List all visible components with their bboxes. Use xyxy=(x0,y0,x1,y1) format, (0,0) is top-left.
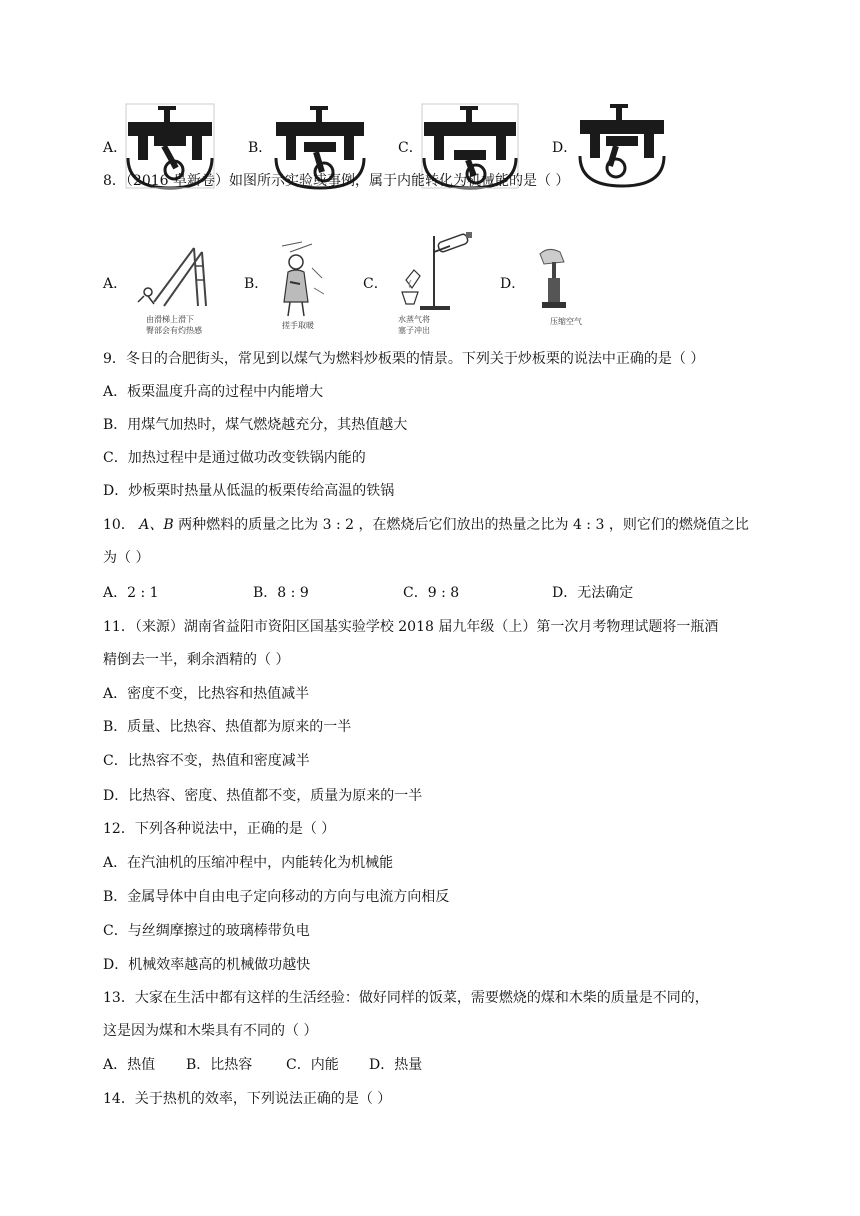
q10-heat-ratio: 4 : 3 xyxy=(572,517,605,533)
q10-text-question: ，则它们的燃烧值之比 xyxy=(608,517,749,533)
q8-option-d-letter: D． xyxy=(500,276,526,292)
q8-stem: 8．（2016 阜新卷）如图所示实验或事例，属于内能转化为机械能的是（ ） xyxy=(103,173,570,189)
q10-text-mass-ratio: 两种燃料的质量之比为 xyxy=(178,517,319,533)
q11-option-c: C．比热容不变，热值和密度减半 xyxy=(103,753,310,769)
q13-option-c: C．内能 xyxy=(286,1057,339,1073)
q10-option-c: C．9 : 8 xyxy=(403,585,460,601)
q9-stem: 9．冬日的合肥街头，常见到以煤气为燃料炒板栗的情景。下列关于炒板栗的说法中正确的是（ ） xyxy=(103,351,705,367)
q13-option-a: A．热值 xyxy=(103,1057,156,1073)
q10-mass-ratio: 3 : 2 xyxy=(322,517,355,533)
q13-option-b: B．比热容 xyxy=(186,1057,253,1073)
q7-engine-diagram-d xyxy=(576,100,668,188)
q8-steam-stopper-illustration xyxy=(380,232,480,336)
q8-option-a-caption-line1: 由滑梯上滑下 xyxy=(146,315,194,324)
q8-option-a-caption-line2: 臀部会有灼热感 xyxy=(146,326,202,335)
q14-stem: 14．关于热机的效率，下列说法正确的是（ ） xyxy=(103,1091,392,1107)
q7-option-b-letter: B． xyxy=(248,140,273,156)
q12-option-d: D．机械效率越高的机械做功越快 xyxy=(103,957,311,973)
q8-option-b-letter: B． xyxy=(244,276,269,292)
q10-stem-line1 xyxy=(103,516,749,534)
q10-option-d: D．无法确定 xyxy=(552,585,634,601)
q11-stem-line1: 11．（来源）湖南省益阳市资阳区国基实验学校 2018 届九年级（上）第一次月考物理试题将一瓶酒 xyxy=(103,619,719,635)
q13-stem-line1: 13．大家在生活中都有这样的生活经验：做好同样的饭菜，需要燃烧的煤和木柴的质量是不同的， xyxy=(103,990,709,1006)
q9-option-c: C．加热过程中是通过做功改变铁锅内能的 xyxy=(103,450,366,466)
q10-option-a: A．2 : 1 xyxy=(103,585,159,601)
q12-stem: 12．下列各种说法中，正确的是（ ） xyxy=(103,821,336,837)
q11-stem-line2: 精倒去一半，剩余酒精的（ ） xyxy=(103,652,290,668)
q12-option-b: B．金属导体中自由电子定向移动的方向与电流方向相反 xyxy=(103,889,450,905)
q9-option-b: B．用煤气加热时，煤气燃烧越充分，其热值越大 xyxy=(103,417,408,433)
q8-option-a-letter: A． xyxy=(103,276,128,292)
q8-option-c-letter: C． xyxy=(363,276,388,292)
q8-compressed-air-illustration xyxy=(530,244,600,328)
q11-option-b: B．质量、比热容、热值都为原来的一半 xyxy=(103,719,352,735)
q12-option-c: C．与丝绸摩擦过的玻璃棒带负电 xyxy=(103,923,310,939)
q8-slide-illustration xyxy=(124,240,220,336)
q7-option-d-letter: D． xyxy=(552,140,578,156)
q11-option-a: A．密度不变，比热容和热值减半 xyxy=(103,686,310,702)
q13-option-d: D．热量 xyxy=(369,1057,423,1073)
q7-option-a-letter: A． xyxy=(103,140,128,156)
q8-option-c-caption-line1: 水蒸气将 xyxy=(398,315,430,324)
q10-number: 10． xyxy=(103,517,135,533)
q10-stem-line2: 为（ ） xyxy=(103,550,150,566)
q7-option-c-letter: C． xyxy=(398,140,423,156)
q9-option-a: A．板栗温度升高的过程中内能增大 xyxy=(103,384,324,400)
q10-option-b: B．8 : 9 xyxy=(253,585,309,601)
q11-option-d: D．比热容、密度、热值都不变，质量为原来的一半 xyxy=(103,788,423,804)
q9-option-d: D．炒板栗时热量从低温的板栗传给高温的铁锅 xyxy=(103,483,395,499)
q12-option-a: A．在汽油机的压缩冲程中，内能转化为机械能 xyxy=(103,855,394,871)
q8-rubbing-hands-illustration xyxy=(262,238,332,334)
q10-text-heat-ratio: ，在燃烧后它们放出的热量之比为 xyxy=(358,517,569,533)
q10-fuel-variables: A、B xyxy=(139,517,174,533)
q13-stem-line2: 这是因为煤和木柴具有不同的（ ） xyxy=(103,1023,318,1039)
q8-option-d-caption: 压缩空气 xyxy=(550,317,582,326)
q8-option-c-caption-line2: 塞子冲出 xyxy=(398,326,430,335)
q8-option-b-caption: 搓手取暖 xyxy=(282,321,314,330)
